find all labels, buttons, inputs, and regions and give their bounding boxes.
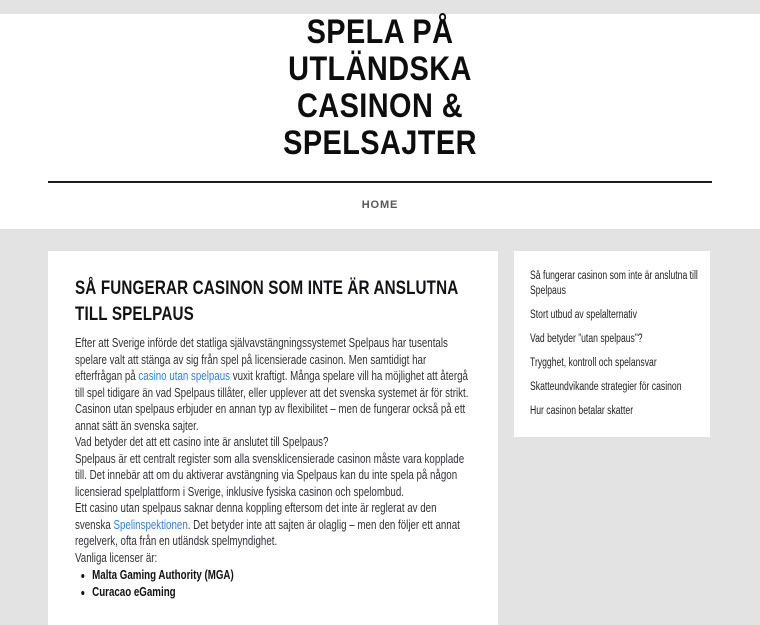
main-nav xyxy=(0,183,760,213)
sidebar-item-hur-casinon-betalar-skatter[interactable]: Hur casinon betalar skatter xyxy=(530,405,634,417)
license-list-item-mga: • Malta Gaming Authority (MGA) xyxy=(92,567,472,584)
licenses-intro: Vanliga licenser är: xyxy=(75,550,158,565)
paragraph-intro-text: Efter att Sverige införde det statliga självavstängningssystemet Spelpaus har tusentals spelare valt att stänga av sig från spel på licensierade casinon. Men samtidigt har efterfrågan på xyxy=(75,336,448,383)
paragraph-regulation xyxy=(75,500,472,550)
site-title-line: SPELA PÅ xyxy=(306,13,454,51)
license-list-item-curacao: • Curacao eGaming xyxy=(92,584,472,601)
paragraph-question: Vad betyder det att ett casino inte är anslutet till Spelpaus? xyxy=(75,435,329,449)
paragraph-intro-text: vuxit kraftigt. Många spelare vill ha möjlighet att återgå till spel tidigare än vad Spelpaus tillåter, eller upplever att det svenska systemet är för strikt. Casinon utan spelpaus erbjuder en annan typ av flexibilitet – men de fungerar också på ett annat sätt än svenska sajter. xyxy=(75,369,469,433)
paragraph-register: Spelpaus är ett centralt register som alla svensklicensierade casinon måste vara kopplade till. Det innebär att om du aktiverar avstängning via Spelpaus kan du inte spela på någon licensierad spelplattform i Sverige, inklusive fysiska casinon och spelombud. xyxy=(75,451,465,499)
content-area xyxy=(0,229,760,625)
casino-utan-spelpaus-link[interactable]: casino utan spelpaus xyxy=(138,369,231,383)
sidebar-item-skatteundvikande-strategier[interactable]: Skatteundvikande strategier för casinon xyxy=(530,381,682,393)
site-title-line: UTLÄNDSKA xyxy=(288,50,472,88)
site-header xyxy=(0,14,760,229)
nav-home-link[interactable]: HOME xyxy=(361,199,399,211)
spelinspektionen-link[interactable]: Spelinspektionen xyxy=(113,517,188,532)
site-title-line: SPELSAJTER xyxy=(283,124,477,162)
paragraph-regulation-text: Ett casino utan spelpaus saknar denna koppling eftersom det inte är reglerat av den svenska xyxy=(75,501,437,532)
sidebar-list xyxy=(530,269,706,419)
site-title-line: CASINON & xyxy=(296,87,463,125)
license-list xyxy=(75,567,472,601)
sidebar-item-trygghet-kontroll[interactable]: Trygghet, kontroll och spelansvar xyxy=(530,357,657,369)
paragraph-regulation-text: . Det betyder inte att sajten är olaglig – men den följer ett annat regelverk, ofta från en utländsk spelmyndighet. xyxy=(75,517,460,548)
site-title xyxy=(261,14,499,162)
sidebar-item-sa-fungerar-casinon[interactable]: Så fungerar casinon som inte är anslutna till Spelpaus xyxy=(530,270,698,297)
sidebar-item-vad-betyder-utan-spelpaus[interactable]: Vad betyder ”utan spelpaus”? xyxy=(530,333,643,345)
article-card xyxy=(48,251,498,625)
sidebar-toc xyxy=(514,251,710,437)
paragraph-intro xyxy=(75,335,472,434)
sidebar-item-stort-utbud[interactable]: Stort utbud av spelalternativ xyxy=(530,309,637,321)
article-body xyxy=(75,275,472,601)
article-heading: SÅ FUNGERAR CASINON SOM INTE ÄR ANSLUTNA TILL SPELPAUS xyxy=(75,277,458,325)
